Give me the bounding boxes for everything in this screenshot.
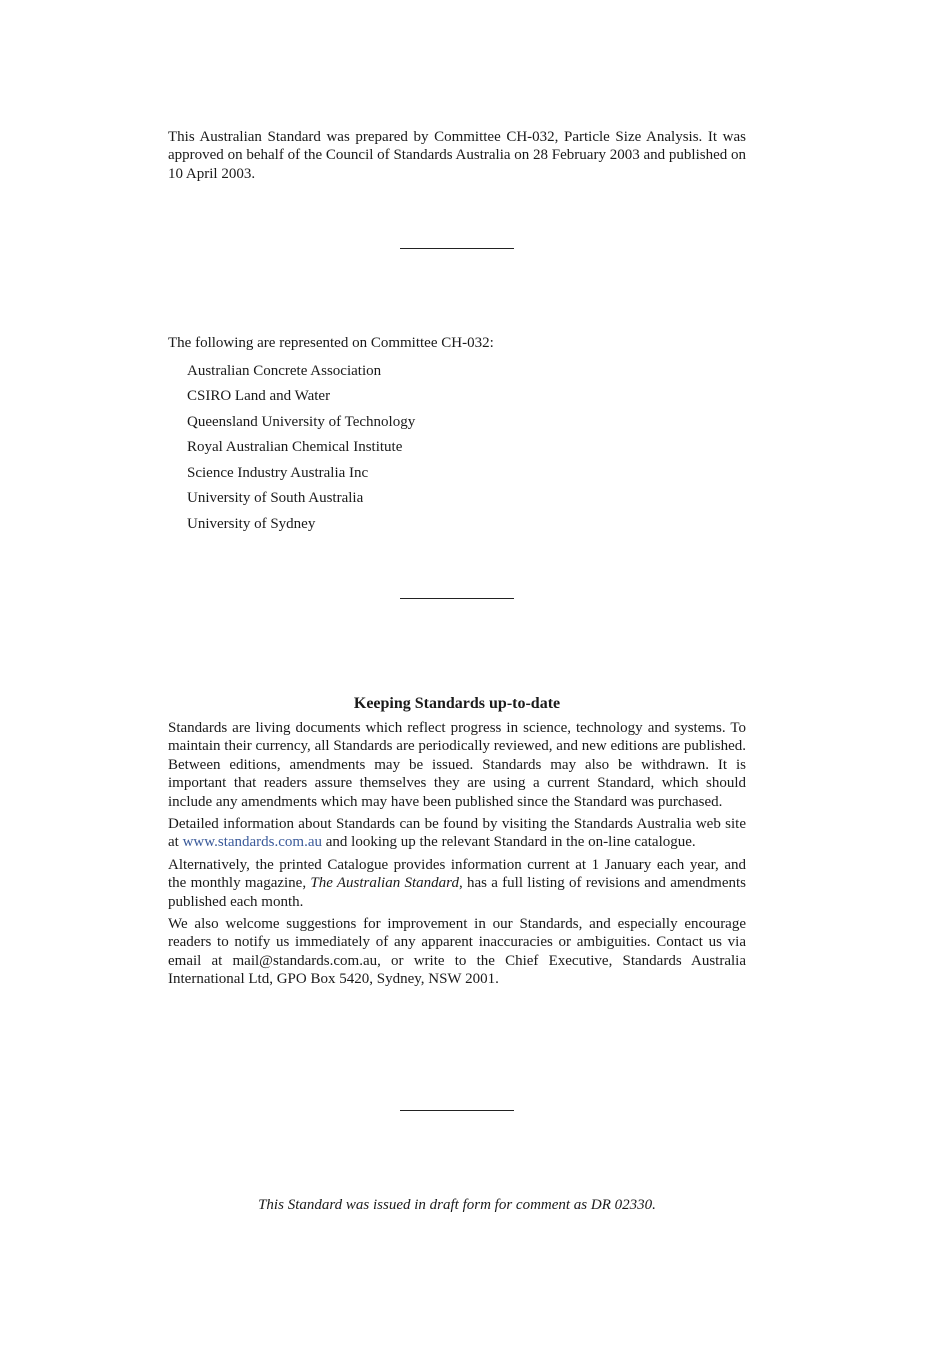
member-item: Queensland University of Technology	[187, 413, 416, 430]
p2-text-after: and looking up the relevant Standard in the on-line catalogue.	[322, 834, 696, 851]
p3-text-before: Alternatively, the printed Catalogue provides information current at 1 January each year, and the monthly magazine,	[168, 856, 746, 892]
paragraph-suggestions: We also welcome suggestions for improvement in our Standards, and especially encourage readers to notify us immediately of any apparent inaccuracies or ambiguities. Contact us via email at mail@standards.com.au, or write to the Chief Executive, Standards Australia International Ltd, GPO Box 5420, Sydney, NSW 2001.	[168, 916, 746, 988]
paragraph-living-documents: Standards are living documents which reflect progress in science, technology and systems. To maintain their currency, all Standards are periodically reviewed, and new editions are published. Between editions, amendments may be issued. Standards may also be withdrawn. It is important that readers assure themselves they are using a current Standard, which should include any amendments which may have been published since the Standard was purchased.	[168, 720, 746, 810]
divider-rule	[400, 598, 514, 599]
p3-text-after: , has a full listing of revisions and amendments published each month.	[168, 875, 747, 910]
committee-members	[168, 333, 494, 538]
keeping-standards-heading: Keeping Standards up-to-date	[353, 695, 561, 712]
member-item: University of Sydney	[187, 516, 316, 533]
members-list	[168, 359, 494, 538]
member-item: University of South Australia	[187, 490, 364, 507]
preparation-note: This Australian Standard was prepared by Committee CH-032, Particle Size Analysis. It was approved on behalf of the Council of Standards Australia on 28 February 2003 and published on 10 April 2003.	[168, 129, 746, 182]
draft-note: This Standard was issued in draft form for comment as DR 02330.	[258, 1197, 656, 1213]
p2-text-before: Detailed information about Standards can be found by visiting the Standards Australia web site at	[168, 816, 746, 851]
member-item: Royal Australian Chemical Institute	[187, 439, 403, 456]
committee-intro: The following are represented on Committee CH-032:	[168, 335, 494, 351]
divider-rule	[400, 248, 514, 249]
paragraph-web-info	[168, 815, 746, 852]
divider-rule	[400, 1110, 514, 1111]
keeping-standards-body	[168, 719, 746, 993]
standards-website-link[interactable]: www.standards.com.au	[182, 834, 322, 851]
magazine-title: The Australian Standard	[310, 875, 459, 892]
member-item: Science Industry Australia Inc	[187, 464, 369, 481]
member-item: CSIRO Land and Water	[187, 388, 331, 405]
paragraph-catalogue	[168, 856, 746, 911]
member-item: Australian Concrete Association	[187, 362, 382, 379]
